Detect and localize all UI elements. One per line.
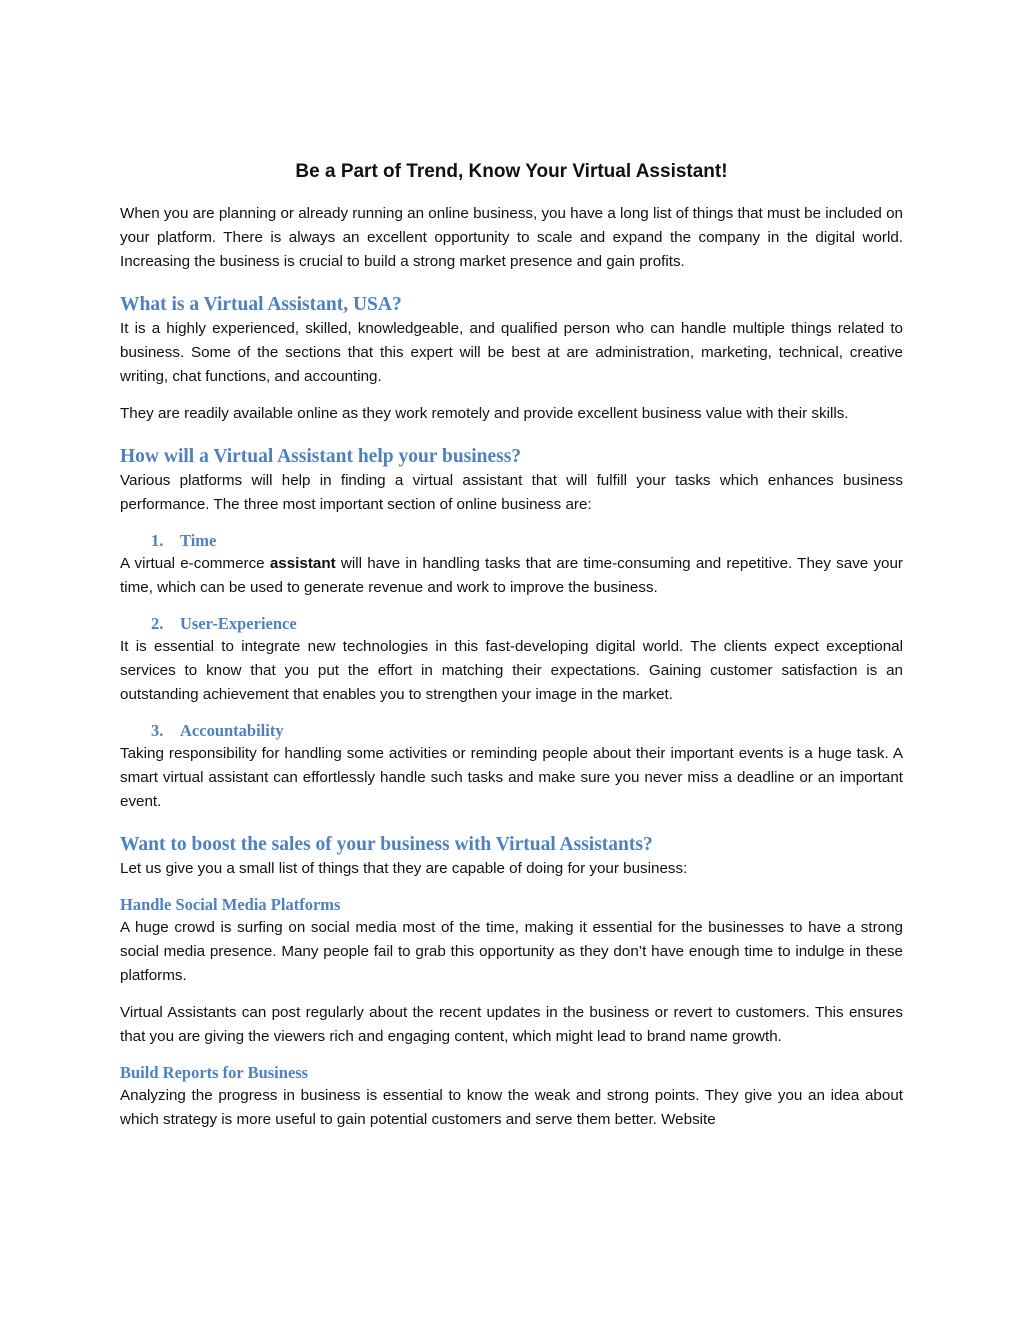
section-heading-what-is-va: What is a Virtual Assistant, USA? <box>120 294 402 315</box>
list-number: 2. <box>151 614 164 633</box>
build-reports-paragraph: Analyzing the progress in business is essential to know the weak and strong points. They give you an idea about which strategy is more useful to gain potential customers and serve them better. Website <box>120 1087 903 1128</box>
text-span: will have in handling tasks that are time-consuming and repetitive. They save your time, which can be used to generate revenue and work to improve the business. <box>120 555 903 596</box>
document-body <box>120 158 903 1132</box>
text-span: A virtual e-commerce <box>120 555 270 572</box>
social-media-paragraph-1: A huge crowd is surfing on social media most of the time, making it essential for the businesses to have a strong social media presence. Many people fail to grab this opportunity as they don’t have enough time to indulge in these platforms. <box>120 919 903 984</box>
list-item-user-experience-text: It is essential to integrate new technologies in this fast-developing digital world. The clients expect exceptional services to know that you put the effort in matching their expectations. Gaining customer satisfaction is an outstanding achievement that enables you to strengthen your image in the market. <box>120 638 903 703</box>
intro-paragraph: When you are planning or already running an online business, you have a long list of things that must be included on your platform. There is always an excellent opportunity to scale and expand the company in the digital world. Increasing the business is crucial to build a strong market presence and gain profits. <box>120 205 903 270</box>
list-number: 1. <box>151 531 164 550</box>
list-item-time-text <box>120 552 903 600</box>
list-number: 3. <box>151 721 164 740</box>
section1-paragraph-1: It is a highly experienced, skilled, knowledgeable, and qualified person who can handle multiple things related to business. Some of the sections that this expert will be best at are administration, marketing, technical, creative writing, chat functions, and accounting. <box>120 320 903 385</box>
list-item-accountability-text: Taking responsibility for handling some activities or reminding people about their important events is a huge task. A smart virtual assistant can effortlessly handle such tasks and make sure you never miss a deadline or an important event. <box>120 745 903 810</box>
list-item-time-heading <box>120 530 903 552</box>
social-media-paragraph-2: Virtual Assistants can post regularly about the recent updates in the business or revert to customers. This ensures that you are giving the viewers rich and engaging content, which might lead to brand name growth. <box>120 1004 903 1045</box>
subheading-build-reports: Build Reports for Business <box>120 1063 309 1082</box>
subheading-social-media: Handle Social Media Platforms <box>120 895 341 914</box>
section2-paragraph: Various platforms will help in finding a virtual assistant that will fulfill your tasks which enhances business performance. The three most important section of online business are: <box>120 472 903 513</box>
list-item-accountability-heading <box>120 720 903 742</box>
section1-paragraph-2: They are readily available online as they work remotely and provide excellent business value with their skills. <box>120 405 849 422</box>
list-item-user-experience-heading <box>120 613 903 635</box>
section3-paragraph: Let us give you a small list of things that they are capable of doing for your business: <box>120 860 688 877</box>
list-item-title: User-Experience <box>180 614 297 633</box>
section-heading-boost-sales: Want to boost the sales of your business with Virtual Assistants? <box>120 834 653 855</box>
list-item-title: Accountability <box>180 721 284 740</box>
bold-keyword: assistant <box>269 555 336 572</box>
section-heading-how-va-helps: How will a Virtual Assistant help your business? <box>120 446 522 467</box>
list-item-title: Time <box>180 531 217 550</box>
document-title: Be a Part of Trend, Know Your Virtual Assistant! <box>295 161 728 182</box>
